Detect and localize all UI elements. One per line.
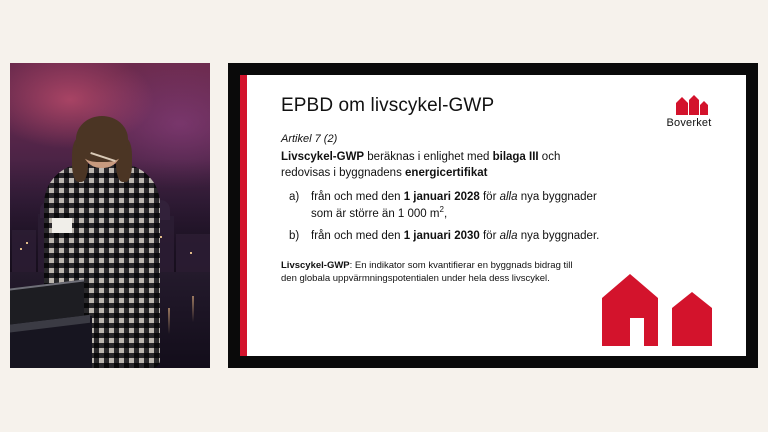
slide-title: EPBD om livscykel-GWP bbox=[281, 95, 495, 116]
list-text bbox=[311, 190, 611, 223]
item1-t2: för bbox=[479, 230, 500, 243]
item0-t1: från och med den bbox=[311, 190, 404, 203]
requirements-list bbox=[289, 190, 728, 245]
definition-term: Livscykel-GWP bbox=[281, 259, 350, 271]
item1-date: 1 januari 2030 bbox=[403, 230, 480, 243]
item0-t4: , bbox=[443, 207, 448, 220]
article-label: Artikel 7 (2) bbox=[281, 133, 338, 145]
lead-term: Livscykel-GWP bbox=[281, 151, 365, 163]
item1-emph: alla bbox=[499, 230, 518, 243]
item1-t3: nya byggnader. bbox=[517, 230, 600, 243]
slide-content bbox=[247, 75, 746, 356]
building-shape bbox=[176, 234, 210, 272]
boverket-wordmark: Boverket bbox=[666, 117, 712, 129]
slide-frame[interactable] bbox=[228, 63, 758, 368]
item0-date: 1 januari 2028 bbox=[403, 190, 480, 203]
item0-sup: 2 bbox=[439, 205, 444, 215]
item0-t3: nya byggnader som är större än 1 000 m bbox=[311, 190, 597, 220]
speaker-video-panel[interactable] bbox=[10, 63, 210, 368]
definition-paragraph bbox=[281, 259, 589, 286]
list-marker: a) bbox=[289, 190, 300, 203]
item0-t2: för bbox=[479, 190, 500, 203]
lead-text-2: och redovisas i byggnadens bbox=[281, 151, 561, 179]
lead-certificate: energicertifikat bbox=[405, 166, 488, 179]
lead-annex: bilaga III bbox=[492, 151, 539, 163]
list-item bbox=[289, 229, 728, 244]
decorative-houses-icon bbox=[600, 274, 724, 346]
item1-t1: från och med den bbox=[311, 230, 404, 243]
list-text bbox=[311, 229, 599, 244]
lead-text-1: beräknas i enlighet med bbox=[364, 151, 493, 163]
item0-emph: alla bbox=[499, 190, 518, 203]
slide-accent-bar bbox=[240, 75, 247, 356]
definition-text: : En indikator som kvantifierar en byggnads bidrag till den globala uppvärmningspotentialen under hela dess livscykel. bbox=[281, 259, 573, 285]
list-item bbox=[289, 190, 728, 223]
building-shape bbox=[12, 230, 36, 272]
list-marker: b) bbox=[289, 230, 300, 243]
slide-lead-paragraph bbox=[281, 150, 611, 182]
